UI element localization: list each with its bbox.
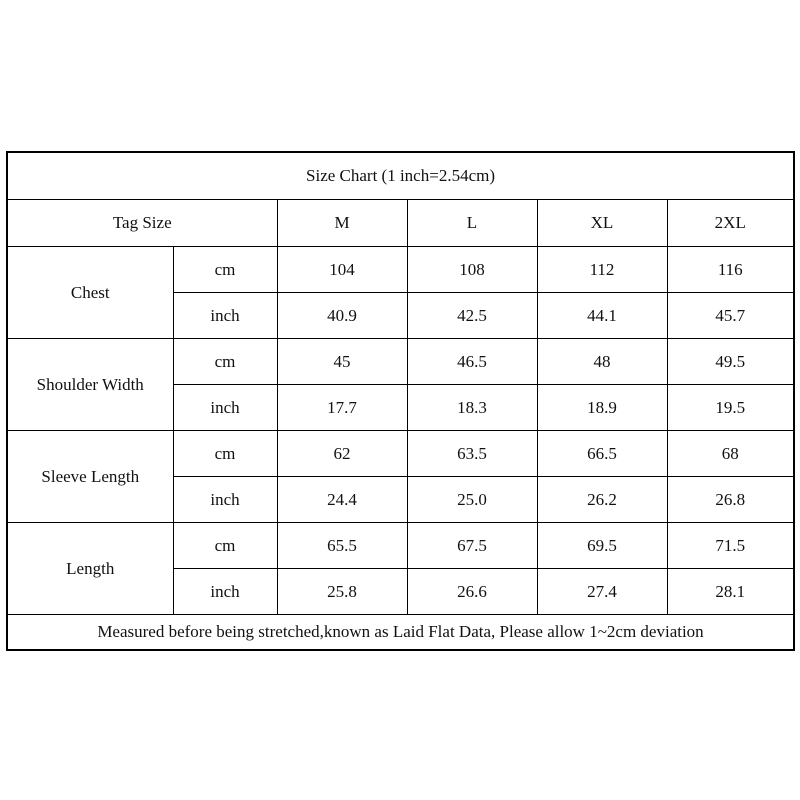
value-cell: 24.4 [277,477,407,523]
value-cell: 44.1 [537,293,667,339]
footer-note: Measured before being stretched,known as Laid Flat Data, Please allow 1~2cm deviation [7,615,794,651]
value-cell: 69.5 [537,523,667,569]
value-cell: 48 [537,339,667,385]
value-cell: 42.5 [407,293,537,339]
value-cell: 45.7 [667,293,794,339]
value-cell: 26.2 [537,477,667,523]
value-cell: 17.7 [277,385,407,431]
table-row [7,523,794,569]
value-cell: 28.1 [667,569,794,615]
value-cell: 65.5 [277,523,407,569]
unit-cell: cm [173,247,277,293]
unit-cell: inch [173,385,277,431]
value-cell: 49.5 [667,339,794,385]
measurement-label-shoulder-width: Shoulder Width [7,339,173,431]
unit-cell: cm [173,339,277,385]
chart-title: Size Chart (1 inch=2.54cm) [7,152,794,200]
table-row [7,247,794,293]
value-cell: 19.5 [667,385,794,431]
footer-row [7,615,794,651]
value-cell: 45 [277,339,407,385]
value-cell: 25.0 [407,477,537,523]
value-cell: 108 [407,247,537,293]
unit-cell: cm [173,523,277,569]
tag-size-label: Tag Size [7,200,277,247]
value-cell: 68 [667,431,794,477]
header-row [7,200,794,247]
value-cell: 116 [667,247,794,293]
value-cell: 71.5 [667,523,794,569]
unit-cell: inch [173,293,277,339]
size-header-m: M [277,200,407,247]
value-cell: 63.5 [407,431,537,477]
value-cell: 26.8 [667,477,794,523]
unit-cell: inch [173,477,277,523]
size-header-xl: XL [537,200,667,247]
value-cell: 18.9 [537,385,667,431]
table-row [7,431,794,477]
size-header-l: L [407,200,537,247]
value-cell: 46.5 [407,339,537,385]
value-cell: 104 [277,247,407,293]
value-cell: 67.5 [407,523,537,569]
size-header-2xl: 2XL [667,200,794,247]
value-cell: 25.8 [277,569,407,615]
value-cell: 66.5 [537,431,667,477]
value-cell: 112 [537,247,667,293]
unit-cell: cm [173,431,277,477]
value-cell: 26.6 [407,569,537,615]
value-cell: 40.9 [277,293,407,339]
value-cell: 27.4 [537,569,667,615]
measurement-label-length: Length [7,523,173,615]
unit-cell: inch [173,569,277,615]
measurement-label-chest: Chest [7,247,173,339]
size-chart-table [6,151,795,651]
value-cell: 18.3 [407,385,537,431]
value-cell: 62 [277,431,407,477]
table-row [7,339,794,385]
title-row [7,152,794,200]
measurement-label-sleeve-length: Sleeve Length [7,431,173,523]
